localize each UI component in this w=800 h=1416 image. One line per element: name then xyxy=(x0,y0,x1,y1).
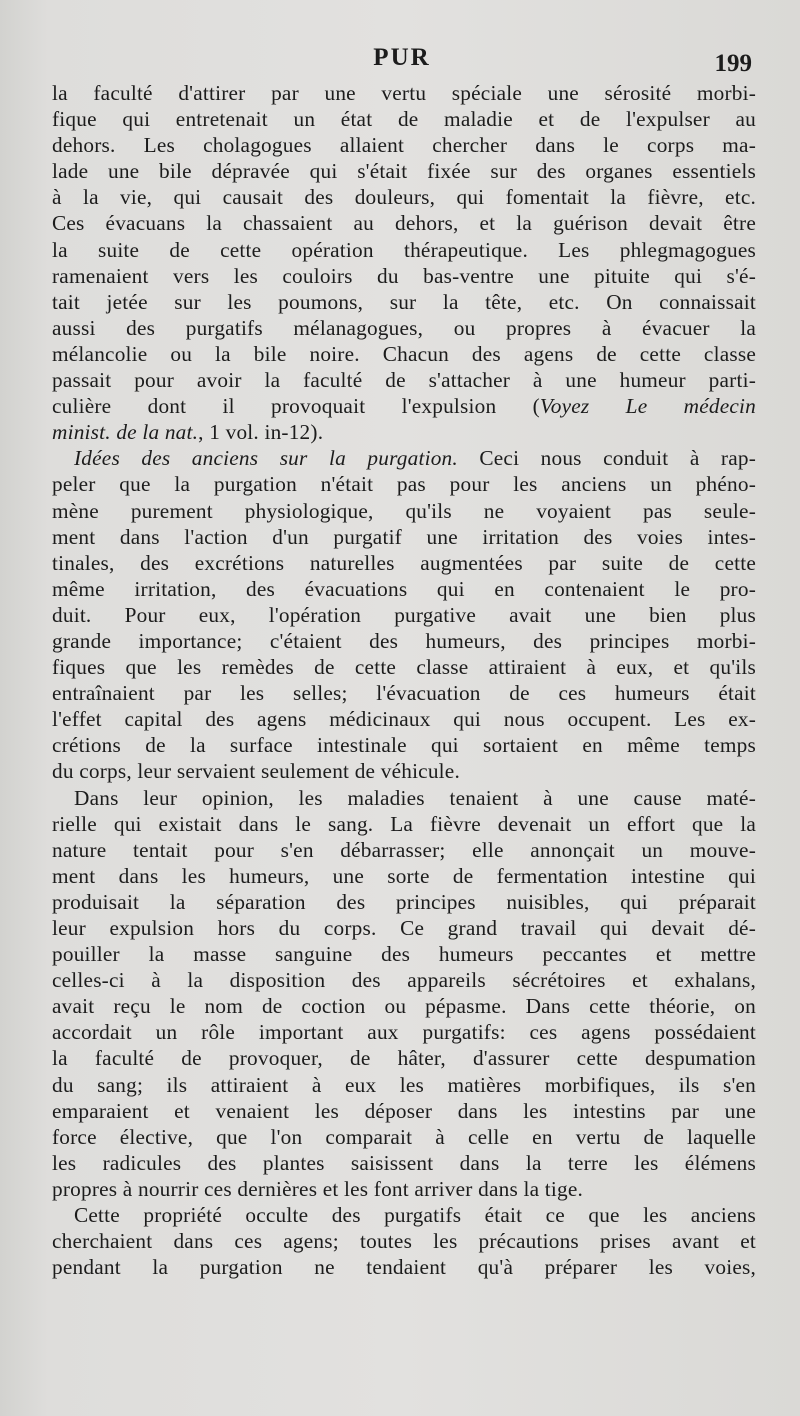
text-line: entraînaient par les selles; l'évacuation de ces humeurs était xyxy=(52,681,756,706)
text-line: du corps, leur servaient seulement de véhicule. xyxy=(52,759,460,784)
text-line: l'effet capital des agens médicinaux qui nous occupent. Les ex- xyxy=(52,707,756,732)
text-line: passait pour avoir la faculté de s'attacher à une humeur parti- xyxy=(52,368,756,393)
text-line: les radicules des plantes saisissent dans la terre les élémens xyxy=(52,1150,756,1175)
text-line: Cette propriété occulte des purgatifs était ce que les anciens xyxy=(74,1203,756,1228)
text-line: fiques que les remèdes de cette classe attiraient à eux, et qu'ils xyxy=(52,655,756,680)
text-line: ment dans l'action d'un purgatif une irritation des voies intes- xyxy=(52,524,756,549)
text-line: grande importance; c'étaient des humeurs, des principes morbi- xyxy=(52,628,756,653)
page-header xyxy=(52,44,752,80)
text-line: crétions de la surface intestinale qui sortaient en même temps xyxy=(52,733,756,758)
text-line: culière dont il provoquait l'expulsion (Voyez Le médecin xyxy=(52,394,756,419)
text-line: pouiller la masse sanguine des humeurs peccantes et mettre xyxy=(52,942,756,967)
text-line: produisait la séparation des principes nuisibles, qui préparait xyxy=(52,889,756,914)
text-line: ment dans les humeurs, une sorte de fermentation intestine qui xyxy=(52,863,756,888)
section-lead: Idées des anciens sur la purgation. xyxy=(74,446,458,471)
text-line: lade une bile dépravée qui s'était fixée sur des organes essentiels xyxy=(52,159,756,184)
text-line: mène purement physiologique, qu'ils ne voyaient pas seule- xyxy=(52,498,756,523)
text-line: dehors. Les cholagogues allaient chercher dans le corps ma- xyxy=(52,133,756,158)
page-body xyxy=(52,80,756,1280)
text-line: propres à nourrir ces dernières et les font arriver dans la tige. xyxy=(52,1176,584,1201)
text-line-first xyxy=(52,445,756,471)
text-line: tinales, des excrétions naturelles augmentées par suite de cette xyxy=(52,550,756,575)
page-number: 199 xyxy=(714,50,752,77)
text-line: accordait un rôle important aux purgatifs: ces agens possédaient xyxy=(52,1020,756,1045)
text-line: force élective, que l'on comparait à celle en vertu de laquelle xyxy=(52,1124,756,1149)
text-line: fique qui entretenait un état de maladie et de l'expulser au xyxy=(52,107,756,132)
text-line: pendant la purgation ne tendaient qu'à préparer les voies, xyxy=(52,1255,756,1280)
text-line: avait reçu le nom de coction ou pépasme. Dans cette théorie, on xyxy=(52,994,756,1019)
text-line: ramenaient vers les couloirs du bas-ventre une pituite qui s'é- xyxy=(52,263,756,288)
text-line: du sang; ils attiraient à eux les matières morbifiques, ils s'en xyxy=(52,1072,756,1097)
paragraph-3 xyxy=(52,785,756,1203)
text-line: même irritation, des évacuations qui en contenaient le pro- xyxy=(52,576,756,601)
text-line: nature tentait pour s'en débarrasser; elle annonçait un mouve- xyxy=(52,837,756,862)
text-line: minist. de la nat., 1 vol. in-12). xyxy=(52,420,324,445)
paragraph-1 xyxy=(52,80,756,445)
text-line: la faculté d'attirer par une vertu spéciale une sérosité morbi- xyxy=(52,81,756,105)
paragraph-4 xyxy=(52,1202,756,1280)
text-line: à la vie, qui causait des douleurs, qui fomentait la fièvre, etc. xyxy=(52,185,756,210)
text-line: Ces évacuans la chassaient au dehors, et la guérison devait être xyxy=(52,211,756,236)
text-fragment: Ceci nous conduit à rap- xyxy=(457,446,756,471)
text-line: mélancolie ou la bile noire. Chacun des agens de cette classe xyxy=(52,341,756,366)
running-head: PUR xyxy=(373,44,431,71)
text-line: Dans leur opinion, les maladies tenaient à une cause maté- xyxy=(74,785,756,810)
text-line: tait jetée sur les poumons, sur la tête, etc. On connaissait xyxy=(52,289,756,314)
text-line: duit. Pour eux, l'opération purgative avait une bien plus xyxy=(52,602,756,627)
text-line: la faculté de provoquer, de hâter, d'assurer cette despumation xyxy=(52,1046,756,1071)
text-line: cherchaient dans ces agens; toutes les précautions prises avant et xyxy=(52,1229,756,1254)
text-line: emparaient et venaient les déposer dans les intestins par une xyxy=(52,1098,756,1123)
text-line: la suite de cette opération thérapeutique. Les phlegmagogues xyxy=(52,237,756,262)
text-line: aussi des purgatifs mélanagogues, ou propres à évacuer la xyxy=(52,315,756,340)
text-line: leur expulsion hors du corps. Ce grand travail qui devait dé- xyxy=(52,916,756,940)
text-line: celles-ci à la disposition des appareils sécrétoires et exhalans, xyxy=(52,968,756,993)
paragraph-2 xyxy=(52,445,756,784)
text-line: rielle qui existait dans le sang. La fièvre devenait un effort que la xyxy=(52,811,756,836)
text-line: peler que la purgation n'était pas pour les anciens un phéno- xyxy=(52,472,756,497)
